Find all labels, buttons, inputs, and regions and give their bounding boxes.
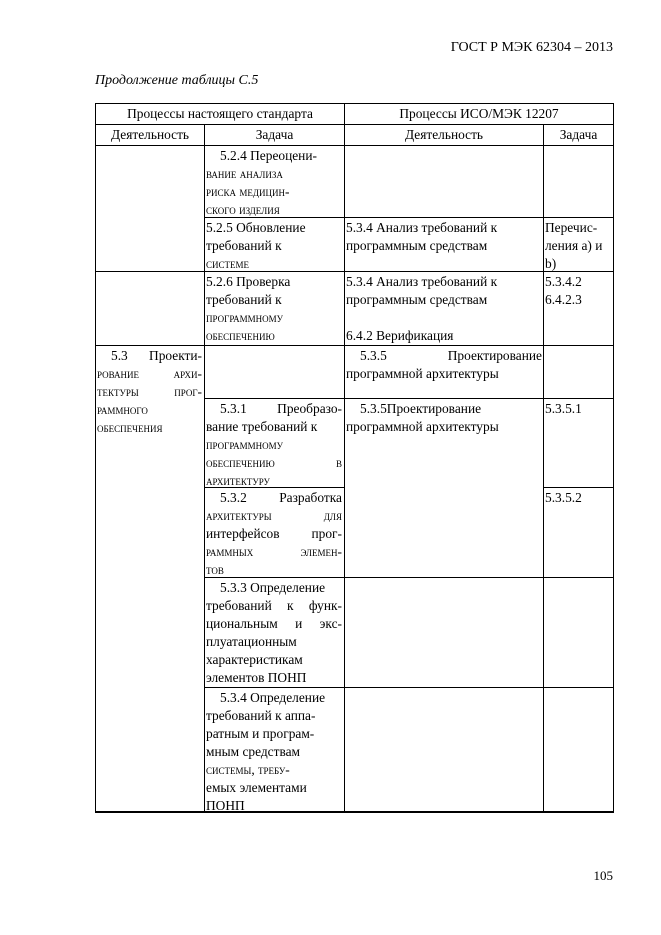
iso-activity-r53: 5.3.5 Проектирование программной архитектуры	[346, 348, 542, 381]
iso-task-r525: Перечис- ления а) и b)	[545, 220, 603, 271]
header-task: Задача	[255, 127, 294, 142]
rule-header-2	[95, 145, 614, 146]
iso-activity-r531: 5.3.5Проектирование программной архитектуры	[346, 401, 499, 434]
rule-top	[95, 103, 614, 104]
activity-5-3: 5.3 Проекти- рование архи- тектуры прог- раммного обеспечения	[97, 348, 202, 435]
rule-right	[613, 103, 614, 812]
continuation-title: Продолжение таблицы С.5	[95, 73, 259, 88]
rule-r533-bottom	[204, 687, 614, 688]
iso-task-r531: 5.3.5.1	[545, 401, 582, 416]
rule-left	[95, 103, 96, 812]
header-iso-task: Задача	[559, 127, 598, 142]
rule-header-1	[95, 124, 614, 125]
task-5-2-6: 5.2.6 Проверка требований к программному обеспечению	[206, 274, 291, 343]
rule-bottom	[95, 811, 614, 813]
rule-col2	[344, 103, 345, 812]
iso-task-r532: 5.3.5.2	[545, 490, 582, 505]
rule-col3	[543, 124, 544, 812]
task-5-2-4: 5.2.4 Переоцени- вание анализа риска медицин- ского изделия	[206, 148, 317, 217]
group-header-iso: Процессы ИСО/МЭК 12207	[399, 106, 559, 121]
task-5-3-2: 5.3.2 Разработка архитектуры для интерфейсов прог- раммных элемен- тов	[206, 490, 342, 577]
task-5-3-4: 5.3.4 Определение требований к аппа- ратным и програм- мным средствам системы, требу- емых элементами ПОНП	[206, 690, 326, 813]
rule-r531-task-bottom	[543, 487, 614, 488]
rule-r53-bottom	[204, 398, 614, 399]
header-activity: Деятельность	[110, 127, 190, 142]
group-header-standard: Процессы настоящего стандарта	[127, 106, 313, 121]
document-id: ГОСТ Р МЭК 62304 – 2013	[450, 40, 613, 55]
page-number: 105	[593, 868, 613, 883]
task-5-2-5: 5.2.5 Обновление требований к системе	[206, 220, 306, 271]
task-5-3-1: 5.3.1 Преобразо- вание требований к программному обеспечению в архитектуру	[206, 401, 342, 488]
iso-task-r526: 5.3.4.2 6.4.2.3	[545, 274, 582, 307]
task-5-3-3: 5.3.3 Определение требований к функ- циональным и экс- плуатационным характеристикам элементов ПОНП	[206, 580, 342, 685]
iso-activity-r525: 5.3.4 Анализ требований к программным средствам	[346, 220, 498, 253]
rule-col1	[204, 124, 205, 812]
header-iso-activity: Деятельность	[404, 127, 484, 142]
rule-r526-bottom	[95, 345, 614, 346]
rule-r525-bottom	[95, 271, 614, 272]
iso-activity-r526: 5.3.4 Анализ требований к программным средствам 6.4.2 Верификация	[346, 274, 498, 343]
